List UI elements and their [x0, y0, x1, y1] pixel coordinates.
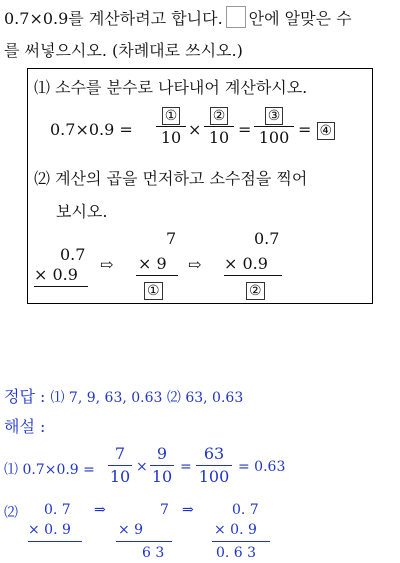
fraction-bar — [254, 126, 294, 127]
blank-box-icon — [226, 6, 246, 28]
explanation-fraction-2 — [150, 444, 174, 487]
times-sign: × — [136, 459, 148, 475]
arrow-icon: ⇒ — [94, 502, 106, 518]
explanation-fraction-3 — [196, 444, 232, 487]
fraction-numerator: 63 — [203, 444, 225, 463]
arrow-icon: ⇒ — [182, 502, 194, 518]
ans-calc2-bottom: × 9 — [118, 522, 144, 538]
blank-1-box: ① — [162, 107, 181, 125]
fraction-numerator: 7 — [114, 444, 126, 463]
ans-calc2-result: 6 3 — [142, 545, 165, 561]
answer-label: 정답 : — [4, 387, 46, 406]
part2-instruction-cont: 보시오. — [56, 202, 108, 221]
fraction-3 — [254, 105, 294, 148]
ans-calc2-line — [116, 541, 172, 542]
fraction-bar — [150, 465, 174, 466]
ans-calc3-bottom: × 0. 9 — [214, 522, 257, 538]
calc2-line — [136, 275, 178, 276]
question-line-1 — [4, 6, 352, 29]
problem-panel — [27, 68, 373, 304]
fraction-denominator: 10 — [151, 467, 173, 486]
answer-text: ⑴ 7, 9, 63, 0.63 ⑵ 63, 0.63 — [50, 390, 244, 406]
calc1-top: 0.7 — [60, 245, 86, 264]
answer-line — [4, 384, 243, 407]
calc2-result — [144, 280, 163, 300]
fraction-denominator: 10 — [109, 467, 131, 486]
fraction-1 — [156, 105, 186, 148]
fraction-numerator: 9 — [156, 444, 168, 463]
fraction-denominator: 100 — [198, 467, 230, 486]
arrow-icon: ⇨ — [100, 255, 114, 274]
calc2-top: 7 — [166, 229, 177, 248]
question-line-2: 를 써넣으시오. (차례대로 쓰시오.) — [4, 41, 243, 60]
calc1-bottom: × 0.9 — [34, 265, 78, 284]
calc2-bottom: × 9 — [138, 254, 167, 273]
blank-2-box: ② — [246, 282, 265, 300]
calc3-line — [224, 275, 282, 276]
question-text-part-1: 0.7×0.9를 계산하려고 합니다. — [4, 9, 223, 28]
fraction-bar — [108, 465, 132, 466]
ans-calc3-result: 0. 6 3 — [216, 545, 257, 561]
blank-4-box: ④ — [317, 122, 336, 140]
calc3-top: 0.7 — [254, 229, 280, 248]
explanation-1-prefix: ⑴ 0.7×0.9 = — [4, 462, 95, 478]
ans-calc3-top: 0. 7 — [232, 502, 259, 518]
fraction-2-denominator: 10 — [208, 128, 230, 147]
fraction-bar — [156, 126, 186, 127]
times-sign: × — [188, 120, 202, 139]
calc3-bottom: × 0.9 — [224, 254, 268, 273]
question-text-part-2: 안에 알맞은 수 — [248, 9, 352, 28]
blank-3-box: ③ — [265, 107, 284, 125]
explanation-2-label: ⑵ — [4, 505, 18, 521]
ans-calc3-line — [212, 541, 270, 542]
equals-sign: = — [238, 120, 252, 139]
explanation-1-result: = 0.63 — [238, 459, 286, 475]
part2-instruction: ⑵ 계산의 곱을 먼저하고 소수점을 찍어 — [34, 169, 308, 188]
blank-2-box: ② — [210, 107, 229, 125]
fraction-bar — [196, 465, 232, 466]
calc1-line — [34, 286, 88, 287]
arrow-icon: ⇨ — [188, 255, 202, 274]
ans-calc1-line — [28, 541, 82, 542]
explanation-label: 해설 : — [4, 417, 46, 436]
fraction-3-denominator: 100 — [258, 128, 290, 147]
part1-expression-left: 0.7×0.9 = — [50, 120, 133, 139]
fraction-bar — [204, 126, 234, 127]
equals-sign: = — [180, 459, 192, 475]
ans-calc2-top: 7 — [160, 502, 169, 518]
part1-instruction: ⑴ 소수를 분수로 나타내어 계산하시오. — [34, 78, 308, 97]
fraction-1-denominator: 10 — [160, 128, 182, 147]
blank-1-box: ① — [144, 282, 163, 300]
ans-calc1-top: 0. 7 — [44, 502, 71, 518]
ans-calc1-bottom: × 0. 9 — [28, 522, 71, 538]
calc3-result — [246, 280, 265, 300]
fraction-2 — [204, 105, 234, 148]
explanation-fraction-1 — [108, 444, 132, 487]
equals-sign-text: = — [298, 120, 312, 139]
equals-sign — [298, 120, 335, 140]
